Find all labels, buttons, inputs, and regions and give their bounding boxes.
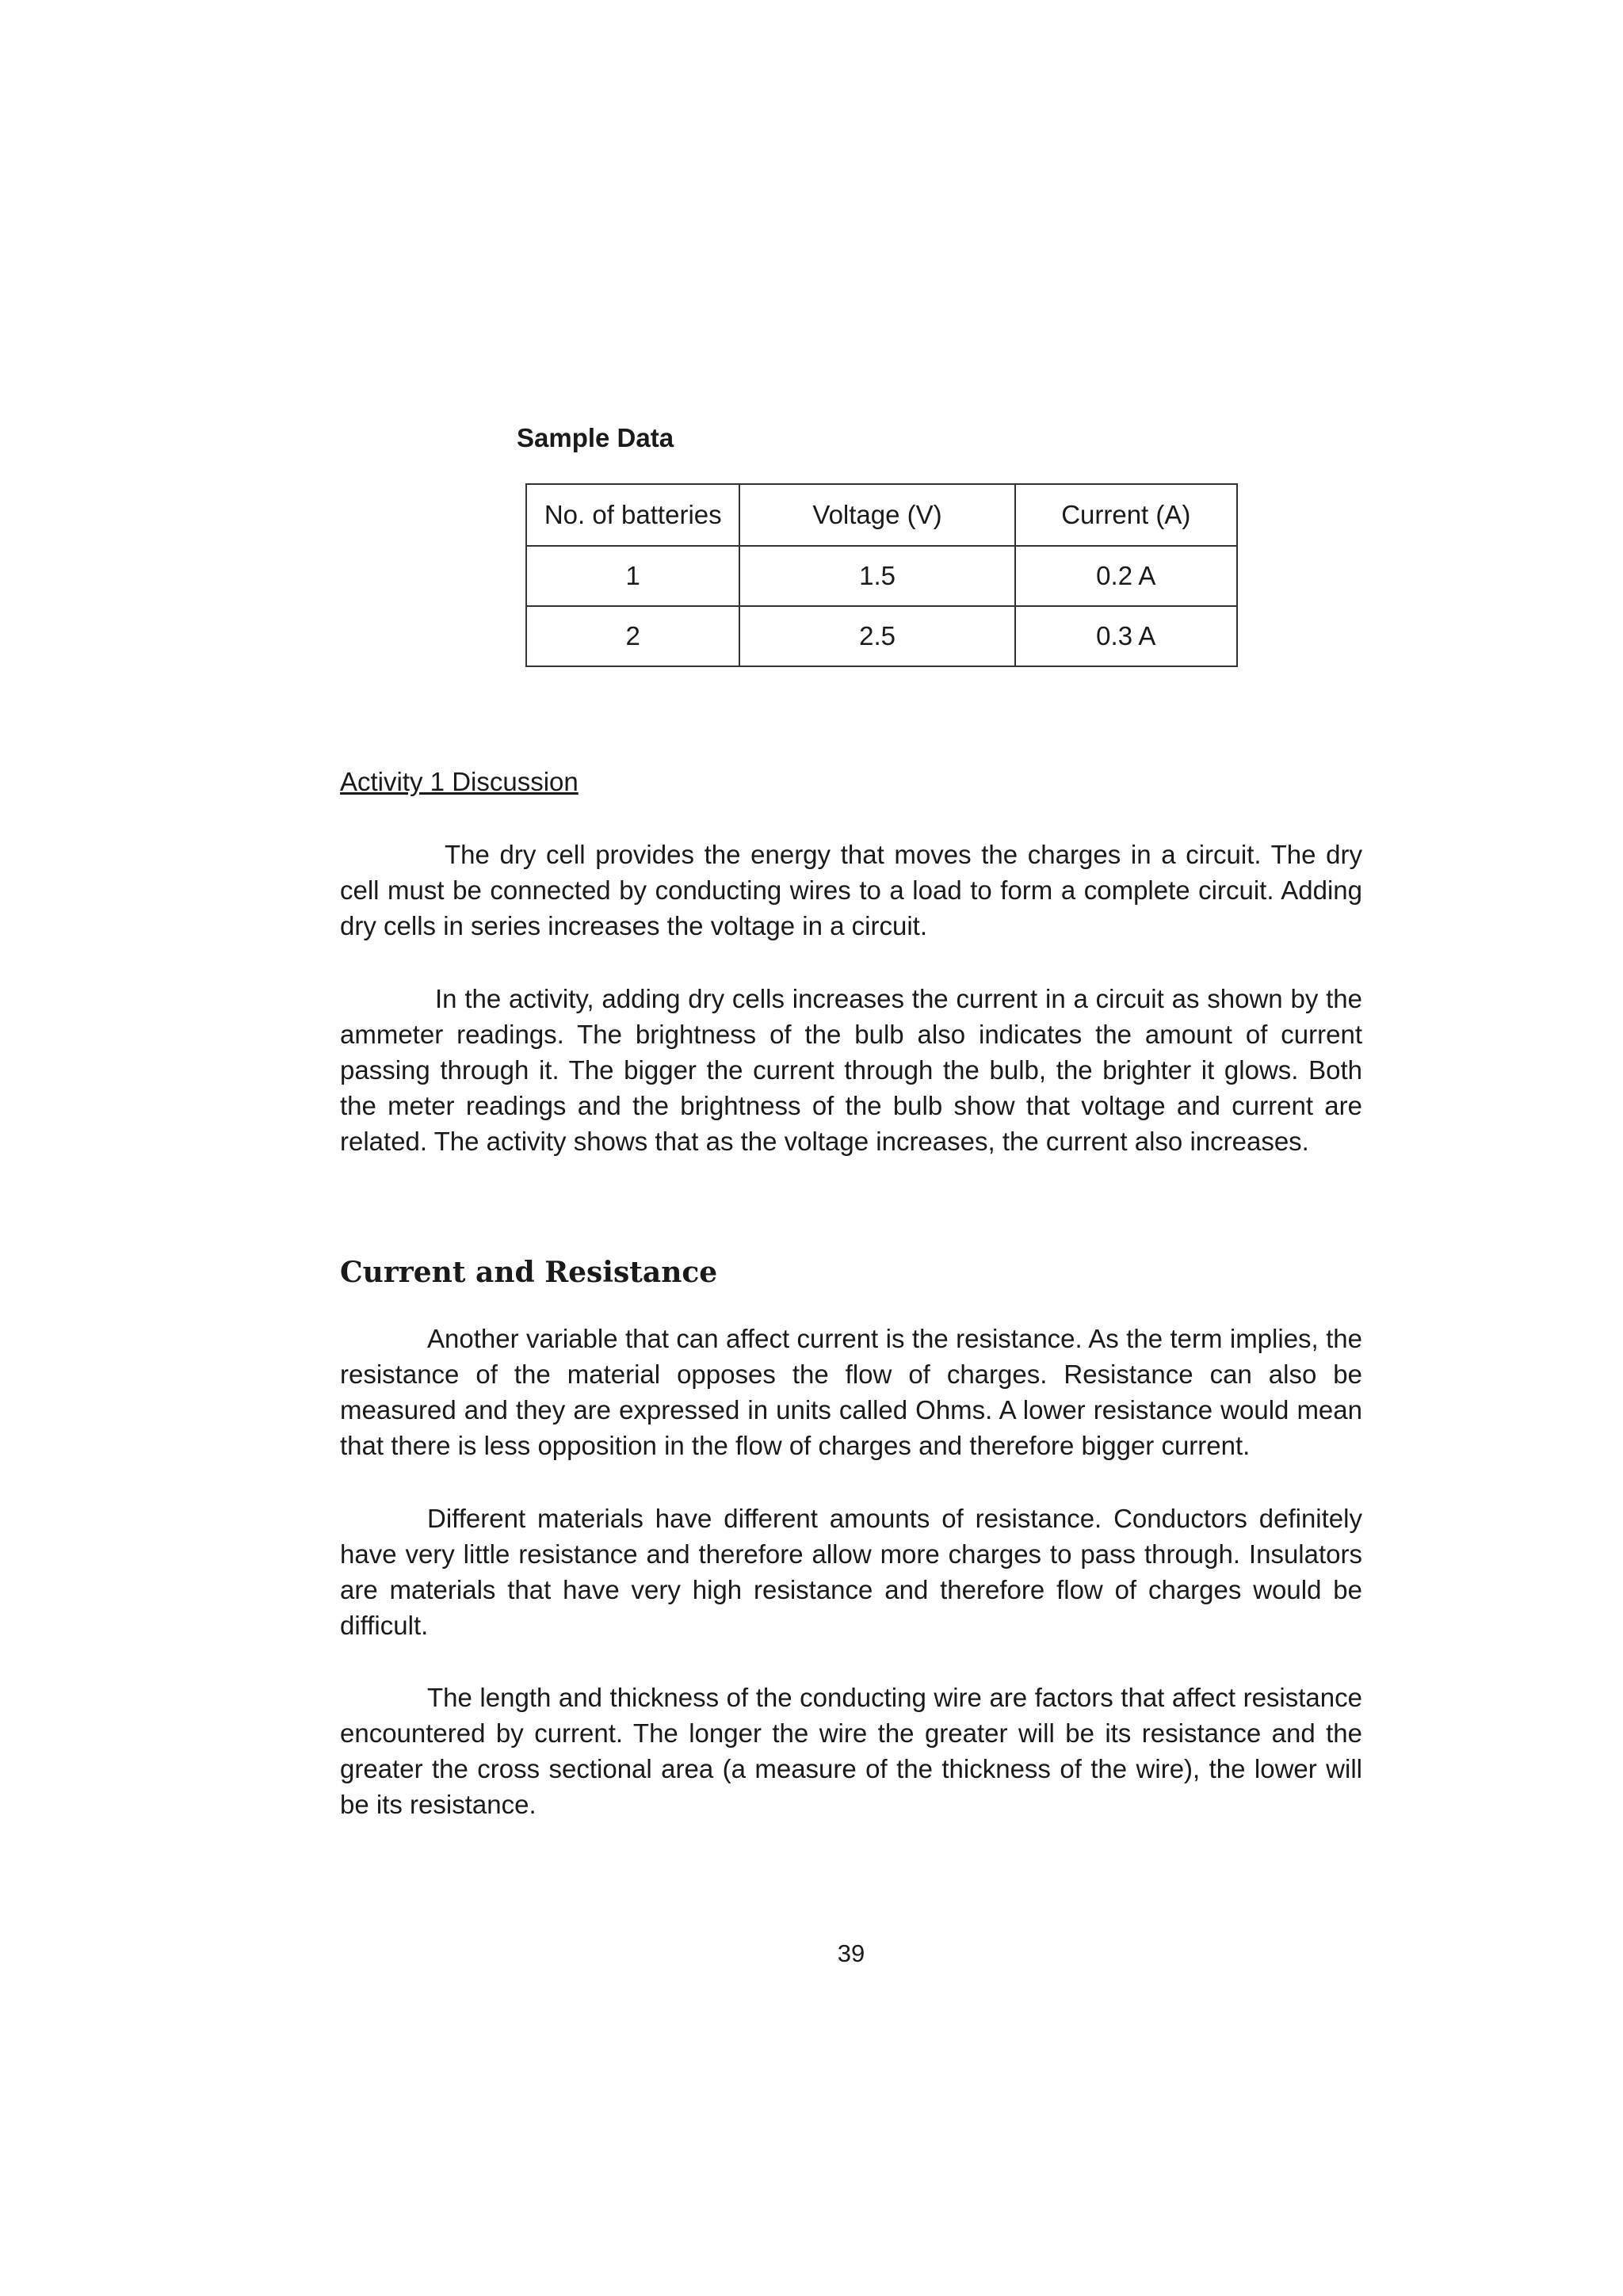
activity-paragraph-2: In the activity, adding dry cells increases the current in a circuit as shown by the ammeter readings. The brightness of the bulb also indicates the amount of current passing through it. The bigger the current through the bulb, the brighter it glows. Both the meter readings and the brightness of the bulb show that voltage and current are related. The activity shows that as the voltage increases, the current also increases. (340, 984, 1362, 1156)
cell-voltage: 1.5 (739, 546, 1014, 606)
activity-discussion-heading: Activity 1 Discussion (340, 767, 579, 796)
header-current: Current (A) (1015, 484, 1237, 546)
resistance-paragraph-2: Different materials have different amounts of resistance. Conductors definitely have very little resistance and therefore allow more charges to pass through. Insulators are materials that have very high resistance and therefore flow of charges would be difficult. (340, 1504, 1362, 1640)
cell-batteries: 2 (526, 606, 739, 666)
table-row (526, 546, 1237, 606)
table-header-row (526, 484, 1237, 546)
resistance-paragraph-3: The length and thickness of the conducting wire are factors that affect resistance encountered by current. The longer the wire the greater will be its resistance and the greater the cross sectional area (a measure of the thickness of the wire), the lower will be its resistance. (340, 1683, 1362, 1819)
cell-batteries: 1 (526, 546, 739, 606)
table-row (526, 606, 1237, 666)
activity-paragraph-1: The dry cell provides the energy that moves the charges in a circuit. The dry cell must be connected by conducting wires to a load to form a complete circuit. Adding dry cells in series increases the voltage in a circuit. (340, 840, 1362, 940)
resistance-paragraph-1: Another variable that can affect current is the resistance. As the term implies, the resistance of the material opposes the flow of charges. Resistance can also be measured and they are expressed in units called Ohms. A lower resistance would mean that there is less opposition in the flow of charges and therefore bigger current. (340, 1324, 1362, 1460)
header-voltage: Voltage (V) (739, 484, 1014, 546)
cell-current: 0.2 A (1015, 546, 1237, 606)
current-resistance-heading: Current and Resistance (340, 1256, 718, 1289)
cell-voltage: 2.5 (739, 606, 1014, 666)
sample-data-table (525, 483, 1238, 667)
sample-data-title: Sample Data (517, 423, 674, 452)
header-batteries: No. of batteries (526, 484, 739, 546)
page-number: 39 (837, 1939, 865, 1967)
cell-current: 0.3 A (1015, 606, 1237, 666)
